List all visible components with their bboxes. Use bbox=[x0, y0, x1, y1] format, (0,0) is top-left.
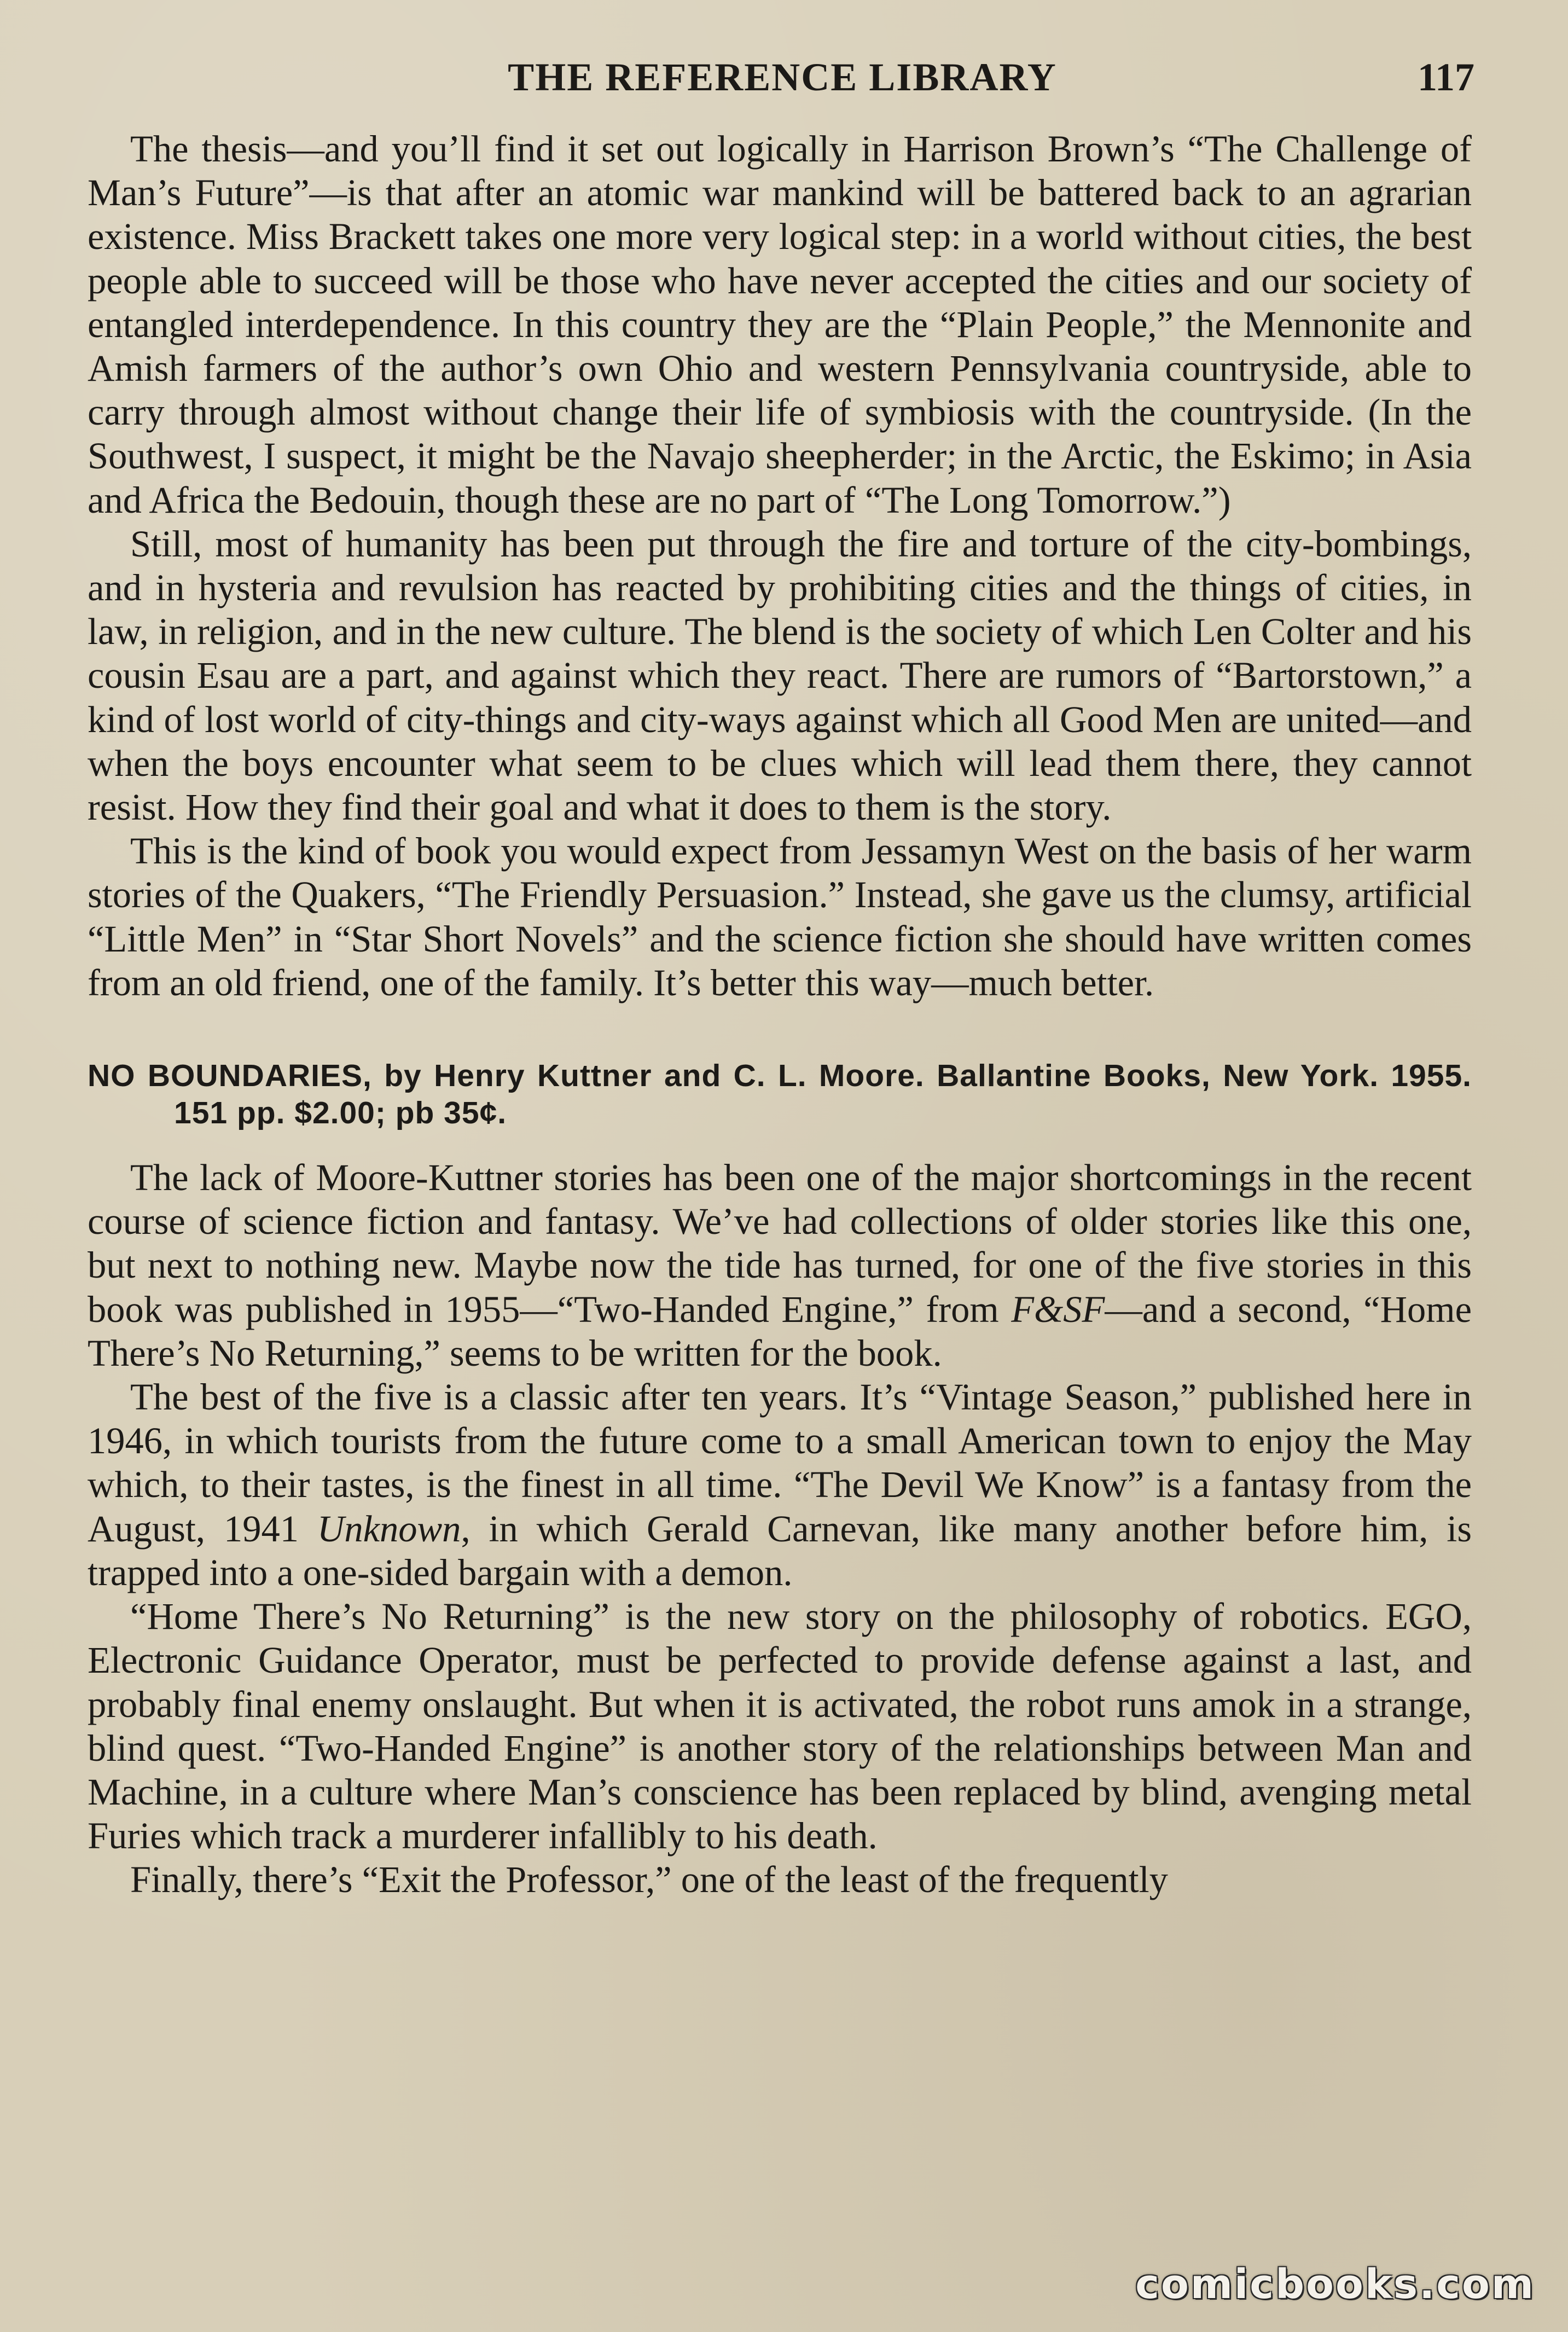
paragraph-text: , in which Gerald Carnevan, like many another before him, is trapped into a one-sided bargain with a demon. bbox=[88, 1507, 1472, 1593]
review-byline: by Henry Kuttner and C. L. Moore. Ballantine Books, New York. 1955. 151 pp. $2.00; pb 35¢. bbox=[174, 1058, 1472, 1131]
magazine-title: F&SF bbox=[1011, 1288, 1105, 1330]
paragraph-text: The best of the five is a classic after ten years. It’s “Vintage Season,” published here in 1946, in which tourists from the future come to a small American town to enjoy the May which, to their tastes, is the finest in all time. “The Devil We Know” is a fantasy from the August, 1941 bbox=[88, 1376, 1472, 1550]
paragraph-text: The lack of Moore-Kuttner stories has been one of the major shortcomings in the recent course of science fiction and fantasy. We’ve had collections of older stories like this one, but next to nothing new. Maybe now the tide has turned, for one of the five stories in this book was published in 1955—“Two-Handed Engine,” from bbox=[88, 1157, 1472, 1330]
paragraph bbox=[88, 1375, 1472, 1594]
paragraph: Finally, there’s “Exit the Professor,” one of the least of the frequently bbox=[130, 1859, 1168, 1901]
review-heading bbox=[88, 1057, 1472, 1132]
paragraph: The thesis—and you’ll find it set out logically in Harrison Brown’s “The Challenge of Man’s Future”—is that after an atomic war mankind will be battered back to an agrarian existence. Miss Brackett takes one more very logical step: in a world without cities, the best people able to succeed will be those who have never accepted the cities and our society of entangled interdependence. In this country they are the “Plain People,” the Mennonite and Amish farmers of the author’s own Ohio and western Pennsylvania countryside, able to carry through almost without change their life of symbiosis with the countryside. (In the Southwest, I suspect, it might be the Navajo sheepherder; in the Arctic, the Eskimo; in Asia and Africa the Bedouin, though these are no part of “The Long Tomorrow.”) bbox=[88, 128, 1472, 521]
paragraph-text: —and a second, “Home There’s No Returning,” seems to be written for the book. bbox=[88, 1288, 1472, 1374]
review-book-title: NO BOUNDARIES, bbox=[88, 1058, 372, 1094]
running-head bbox=[90, 55, 1474, 109]
paragraph: “Home There’s No Returning” is the new story on the philosophy of robotics. EGO, Electronic Guidance Operator, must be perfected to provide defense against a last, and probably final enemy onslaught. But when it is activated, the robot runs amok in a strange, blind quest. “Two-Handed Engine” is another story of the relationships between Man and Machine, in a culture where Man’s conscience has been replaced by blind, avenging metal Furies which track a murderer infallibly to his death. bbox=[88, 1596, 1472, 1857]
paragraph: This is the kind of book you would expect from Jessamyn West on the basis of her warm stories of the Quakers, “The Friendly Persuasion.” Instead, she gave us the clumsy, artificial “Little Men” in “Star Short Novels” and the science fiction she should have written comes from an old friend, one of the family. It’s better this way—much better. bbox=[88, 830, 1472, 1003]
page-number: 117 bbox=[1417, 55, 1474, 99]
paragraph bbox=[88, 1156, 1472, 1375]
magazine-title: Unknown bbox=[317, 1507, 461, 1550]
watermark: comicbooks.com bbox=[1135, 2261, 1535, 2308]
running-title: THE REFERENCE LIBRARY bbox=[508, 55, 1057, 99]
body-text bbox=[88, 127, 1472, 1902]
paragraph: Still, most of humanity has been put through the fire and torture of the city-bombings, and in hysteria and revulsion has reacted by prohibiting cities and the things of cities, in law, in religion, and in the new culture. The blend is the society of which Len Colter and his cousin Esau are a part, and against which they react. There are rumors of “Bartorstown,” a kind of lost world of city-things and city-ways against which all Good Men are united—and when the boys encounter what seem to be clues which will lead them there, they cannot resist. How they find their goal and what it does to them is the story. bbox=[88, 523, 1472, 828]
